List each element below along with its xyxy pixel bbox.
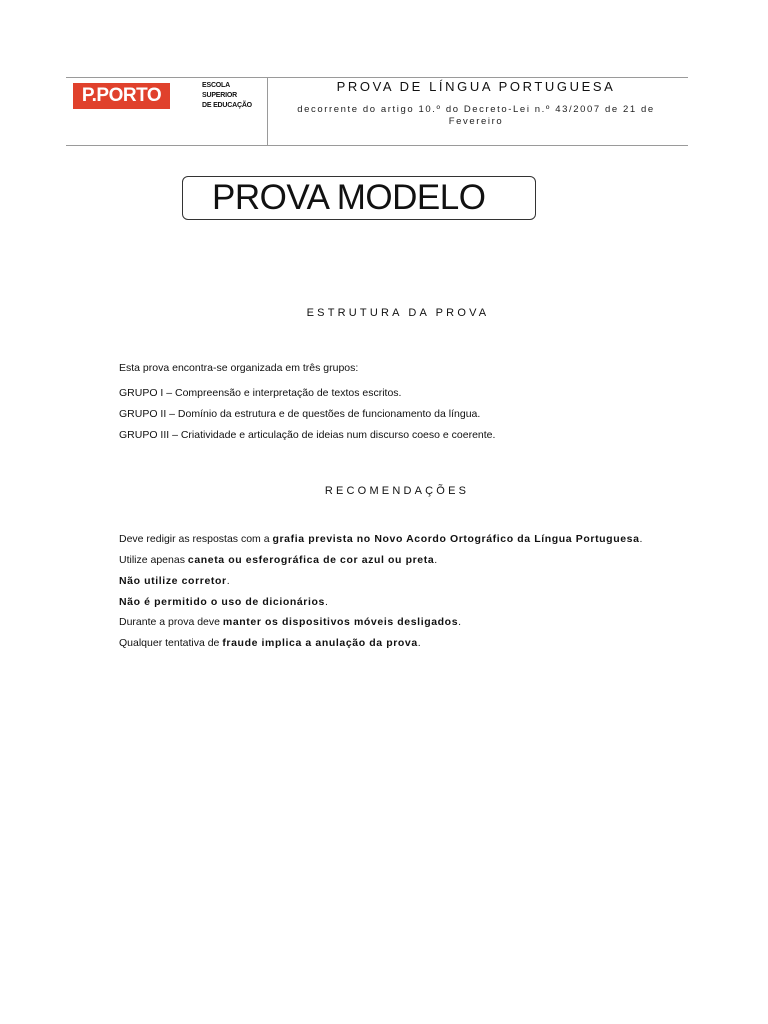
rec-6-emphasis: fraude implica a anulação da prova [222, 637, 418, 649]
group-2-line: GRUPO II – Domínio da estrutura e de questões de funcionamento da língua. [119, 408, 481, 420]
recommendation-1 [119, 533, 642, 545]
recommendation-5 [119, 616, 461, 628]
model-title: PROVA MODELO [212, 178, 486, 217]
rec-2-end: . [434, 554, 438, 566]
recommendation-6 [119, 637, 421, 649]
school-line-3: DE EDUCAÇÃO [202, 102, 252, 109]
structure-heading: ESTRUTURA DA PROVA [306, 307, 490, 319]
rec-4-end: . [324, 596, 328, 608]
rec-3-end: . [226, 575, 230, 587]
exam-title: PROVA DE LÍNGUA PORTUGUESA [336, 79, 616, 94]
rec-3-emphasis: Não utilize corretor [119, 575, 227, 587]
school-line-1: ESCOLA [202, 82, 230, 89]
rec-6-text: Qualquer tentativa de [119, 637, 223, 649]
recommendation-2 [119, 554, 437, 566]
pporto-logo [73, 83, 170, 109]
exam-subtitle: decorrente do artigo 10.º do Decreto-Lei n.º 43/2007 de 21 de Fevereiro [297, 104, 655, 127]
header-bottom-rule [66, 145, 688, 146]
header-top-rule [66, 77, 688, 78]
rec-6-end: . [417, 637, 421, 649]
rec-1-end: . [639, 533, 643, 545]
recommendation-3 [119, 575, 230, 587]
school-name [202, 81, 262, 111]
rec-5-text: Durante a prova deve [119, 616, 223, 628]
recommendation-4 [119, 596, 328, 608]
structure-intro: Esta prova encontra-se organizada em três grupos: [119, 362, 359, 374]
rec-2-text: Utilize apenas [119, 554, 188, 566]
group-3-line: GRUPO III – Criatividade e articulação de ideias num discurso coeso e coerente. [119, 429, 496, 441]
logo-text: P.PORTO [81, 85, 162, 106]
rec-1-emphasis: grafia prevista no Novo Acordo Ortográfico da Língua Portuguesa [272, 533, 640, 545]
rec-1-text: Deve redigir as respostas com a [119, 533, 273, 545]
header-divider [267, 77, 268, 146]
group-1-line: GRUPO I – Compreensão e interpretação de textos escritos. [119, 387, 402, 399]
school-line-2: SUPERIOR [202, 92, 237, 99]
rec-5-emphasis: manter os dispositivos móveis desligados [222, 616, 459, 628]
recommendations-heading: RECOMENDAÇÕES [324, 485, 470, 497]
rec-4-emphasis: Não é permitido o uso de dicionários [119, 596, 325, 608]
rec-5-end: . [458, 616, 462, 628]
rec-2-emphasis: caneta ou esferográfica de cor azul ou preta [187, 554, 435, 566]
